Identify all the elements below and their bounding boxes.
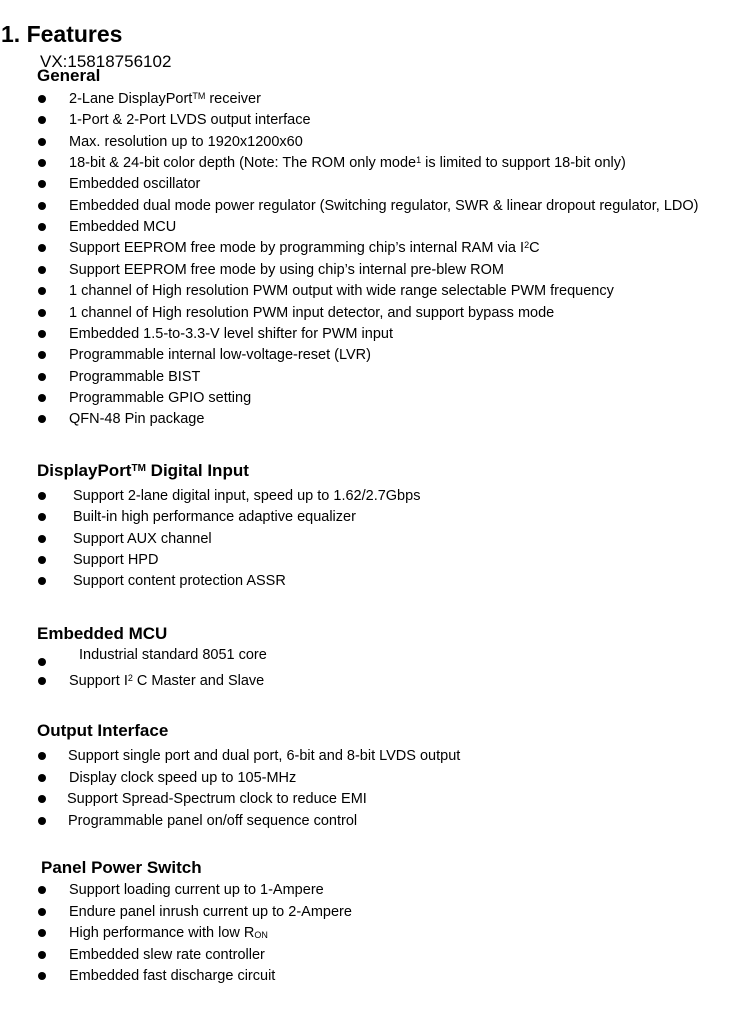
item-text-main: Support loading current up to 1-Ampere — [69, 882, 324, 898]
bullet-icon — [38, 266, 46, 274]
list-item — [0, 746, 740, 766]
bullet-icon — [38, 351, 46, 359]
section-heading — [37, 461, 249, 481]
item-text — [69, 880, 324, 900]
list-item — [0, 529, 740, 549]
item-text — [69, 303, 554, 323]
bullet-icon — [38, 795, 46, 803]
item-text-main: QFN-48 Pin package — [69, 411, 205, 428]
bullet-icon — [38, 774, 46, 782]
item-text-rest: is limited to support 18-bit only) — [421, 155, 626, 172]
list-item — [0, 110, 740, 130]
list-item — [0, 768, 740, 788]
section-heading: General — [37, 66, 101, 85]
list-item — [0, 388, 740, 408]
bullet-icon — [38, 972, 46, 980]
bullet-icon — [38, 95, 46, 103]
item-text — [69, 217, 176, 237]
bullet-icon — [38, 159, 46, 167]
list-item — [0, 89, 740, 109]
item-text-main: Support Spread-Spectrum clock to reduce EMI — [67, 791, 367, 807]
item-text — [79, 645, 267, 665]
heading-text-rest: Digital Input — [145, 461, 249, 480]
bullet-icon — [38, 116, 46, 124]
list-item — [0, 945, 740, 965]
item-text — [69, 110, 311, 130]
item-text-main: Embedded slew rate controller — [69, 946, 265, 963]
bullet-icon — [38, 577, 46, 585]
list-item — [0, 324, 740, 344]
item-text — [69, 260, 504, 280]
item-text — [69, 966, 275, 986]
list-item — [0, 645, 740, 665]
item-text-rest: receiver — [205, 91, 261, 107]
list-item — [0, 571, 740, 591]
list-item — [0, 550, 740, 570]
item-text-main: Programmable GPIO setting — [69, 389, 252, 406]
bullet-icon — [38, 138, 46, 146]
superscript: 2 — [524, 240, 530, 251]
watermark-text: VX:15818756102 — [40, 52, 172, 71]
list-item — [0, 880, 740, 900]
bullet-icon — [38, 817, 46, 825]
item-text-main: Built-in high performance adaptive equalizer — [73, 509, 356, 526]
bullet-icon — [38, 223, 46, 231]
item-text — [69, 671, 264, 691]
item-text — [69, 281, 614, 301]
item-text-main: Support single port and dual port, 6-bit and 8-bit LVDS output — [68, 748, 461, 764]
list-item — [0, 153, 740, 173]
bullet-icon — [38, 244, 46, 252]
list-item — [0, 486, 740, 506]
item-text-main: 1 channel of High resolution PWM output with wide range selectable PWM frequency — [69, 283, 614, 300]
item-text-main: 1 channel of High resolution PWM input detector, and support bypass mode — [69, 304, 555, 321]
item-text — [69, 324, 393, 344]
list-item — [0, 345, 740, 365]
item-text-main: Endure panel inrush current up to 2-Ampere — [69, 903, 352, 920]
item-text — [69, 174, 200, 194]
bullet-icon — [38, 287, 46, 295]
subscript: ON — [254, 930, 268, 940]
item-text — [69, 238, 540, 258]
bullet-icon — [38, 556, 46, 564]
bullet-icon — [38, 658, 46, 666]
item-text-main: High performance with low R — [69, 925, 255, 941]
item-text-main: Embedded dual mode power regulator (Switching regulator, SWR & linear dropout regulator, LDO) — [69, 197, 699, 214]
item-text-main: Support 2-lane digital input, speed up to 1.62/2.7Gbps — [73, 488, 421, 504]
list-item — [0, 174, 740, 194]
bullet-icon — [38, 394, 46, 402]
item-text-main: Embedded 1.5-to-3.3-V level shifter for PWM input — [69, 325, 393, 342]
bullet-icon — [38, 677, 46, 685]
bullet-icon — [38, 908, 46, 916]
item-text-main: Programmable panel on/off sequence control — [68, 812, 358, 829]
bullet-icon — [38, 373, 46, 381]
heading-text: DisplayPort — [37, 461, 132, 480]
list-item — [0, 409, 740, 429]
section-heading: Panel Power Switch — [41, 858, 202, 877]
page-title: 1. Features — [1, 21, 123, 47]
bullet-icon — [38, 415, 46, 423]
list-item — [0, 671, 740, 691]
bullet-icon — [38, 929, 46, 937]
item-text-main: Programmable internal low-voltage-reset (LVR) — [69, 347, 371, 364]
item-text — [73, 529, 212, 549]
item-text — [69, 409, 204, 429]
item-text — [69, 196, 698, 216]
item-text-rest: C Master and Slave — [132, 673, 265, 689]
item-text-main: Support content protection ASSR — [73, 573, 286, 590]
superscript: 2 — [127, 673, 133, 683]
item-text-main: Support AUX channel — [73, 530, 212, 547]
section-heading: Output Interface — [37, 721, 169, 740]
list-item — [0, 966, 740, 986]
item-text — [68, 811, 357, 831]
item-text — [69, 132, 303, 152]
item-text-main: Support EEPROM free mode by using chip’s internal pre-blew ROM — [69, 261, 504, 278]
item-text — [67, 789, 367, 809]
bullet-icon — [38, 513, 46, 521]
item-text — [69, 345, 371, 365]
list-item — [0, 303, 740, 323]
list-item — [0, 260, 740, 280]
item-text-main: Support I — [69, 673, 128, 689]
item-text — [69, 89, 261, 109]
item-text-main: Programmable BIST — [69, 368, 201, 385]
item-text-main: 18-bit & 24-bit color depth (Note: The ROM only mode — [69, 155, 417, 172]
item-text-main: Embedded oscillator — [69, 176, 201, 193]
item-text-main: Industrial standard 8051 core — [79, 647, 267, 663]
bullet-icon — [38, 492, 46, 500]
list-item — [0, 281, 740, 301]
superscript: TM — [192, 91, 206, 101]
item-text-rest: C — [529, 240, 540, 257]
item-text — [73, 571, 286, 591]
item-text-main: Support HPD — [73, 552, 159, 569]
list-item — [0, 507, 740, 527]
item-text — [69, 945, 265, 965]
item-text-main: Support EEPROM free mode by programming chip’s internal RAM via I — [69, 240, 525, 257]
list-item — [0, 902, 740, 922]
list-item — [0, 789, 740, 809]
section-heading: Embedded MCU — [37, 624, 168, 643]
bullet-icon — [38, 309, 46, 317]
list-item — [0, 217, 740, 237]
item-text-main: Max. resolution up to 1920x1200x60 — [69, 133, 303, 150]
list-item — [0, 132, 740, 152]
item-text — [69, 388, 251, 408]
bullet-icon — [38, 330, 46, 338]
superscript: 1 — [416, 155, 422, 166]
item-text — [69, 768, 296, 788]
item-text — [69, 923, 268, 943]
item-text — [73, 507, 356, 527]
trademark-sup: TM — [131, 463, 146, 474]
list-item — [0, 923, 740, 943]
bullet-icon — [38, 202, 46, 210]
item-text — [69, 153, 626, 173]
item-text-main: 2-Lane DisplayPort — [69, 91, 193, 107]
list-item — [0, 196, 740, 216]
item-text-main: 1-Port & 2-Port LVDS output interface — [69, 112, 311, 129]
list-item — [0, 238, 740, 258]
item-text — [73, 486, 420, 506]
list-item — [0, 811, 740, 831]
bullet-icon — [38, 535, 46, 543]
bullet-icon — [38, 180, 46, 188]
item-text — [69, 367, 200, 387]
item-text — [68, 746, 460, 766]
item-text-main: Embedded fast discharge circuit — [69, 968, 276, 984]
item-text-main: Embedded MCU — [69, 219, 177, 236]
item-text — [73, 550, 158, 570]
item-text — [69, 902, 352, 922]
bullet-icon — [38, 951, 46, 959]
list-item — [0, 367, 740, 387]
bullet-icon — [38, 886, 46, 894]
bullet-icon — [38, 752, 46, 760]
item-text-main: Display clock speed up to 105-MHz — [69, 769, 297, 786]
